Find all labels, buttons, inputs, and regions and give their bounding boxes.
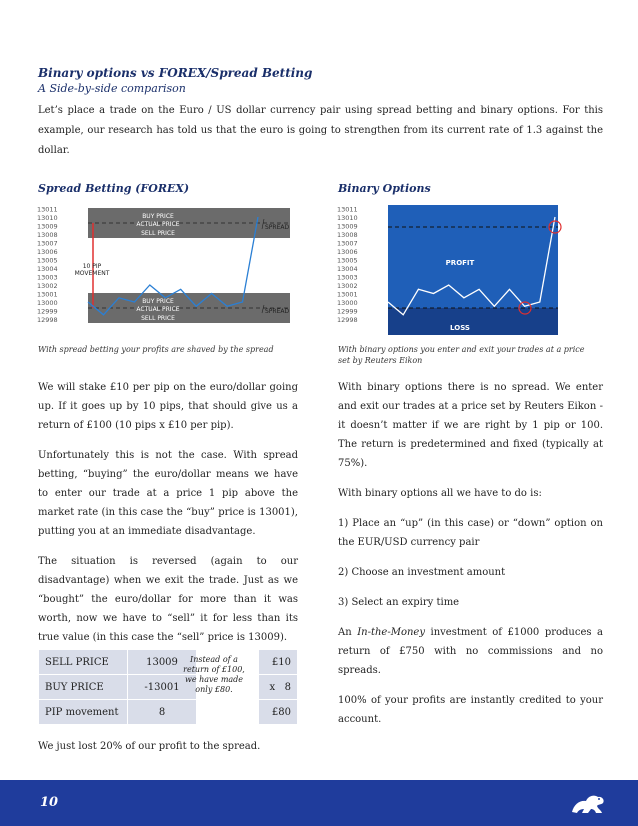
lion-logo-icon [568, 788, 608, 818]
right-paragraph: 100% of your profits are instantly credited to your account. [338, 695, 603, 725]
left-paragraph: Unfortunately this is not the case. With spread betting, “buying” the euro/dollar means we have to enter our trade at a price 1 pip above the market rate (in this case the “buy” price is 13001), putting you at an immediate disadvantage. [38, 450, 298, 537]
page-subtitle: A Side-by-side comparison [38, 82, 186, 95]
y-tick-label: 13008 [337, 231, 358, 239]
intro-paragraph: Let’s place a trade on the Euro / US dollar currency pair using spread betting and binary options. For this example, our research has told us that the euro is going to strengthen from its current rate of 1.3 against the dollar. [38, 105, 603, 156]
right-column-text [338, 378, 603, 729]
table-row [259, 700, 298, 725]
table-row [39, 700, 197, 725]
y-tick-label: 13011 [37, 205, 58, 214]
table-cell-label: BUY PRICE [39, 675, 128, 700]
page-title: Binary options vs FOREX/Spread Betting [38, 66, 313, 80]
y-tick-label: 12998 [337, 316, 358, 324]
upper-buy-label: BUY PRICE [142, 213, 174, 220]
lower-spread-label: SPREAD [265, 308, 290, 315]
right-paragraph: 1) Place an “up” (in this case) or “down” option on the EUR/USD currency pair [338, 518, 603, 548]
lower-sell-label: SELL PRICE [141, 315, 175, 322]
y-tick-label: 13005 [37, 256, 58, 265]
itm-rest: investment of £1000 produces a return of £750 with no commissions and no spreads. [338, 627, 603, 676]
y-tick-label: 13005 [337, 256, 358, 265]
y-tick-label: 13003 [337, 273, 358, 282]
y-tick-label: 13006 [37, 248, 58, 256]
pip-label-line2: MOVEMENT [74, 270, 110, 277]
conclusion: We just lost 20% of our profit to the spread. [38, 741, 261, 752]
y-tick-label: 13007 [37, 239, 58, 248]
loss-area [388, 308, 558, 335]
right-paragraph: 3) Select an expiry time [338, 597, 460, 608]
page-number: 10 [40, 795, 59, 810]
table-cell-label: PIP movement [39, 700, 128, 725]
table-cell-value: 13009 [128, 650, 197, 675]
y-tick-label: 13002 [337, 282, 358, 290]
itm-paragraph [338, 623, 603, 680]
itm-prefix: An [338, 627, 358, 638]
table-row [39, 650, 197, 675]
y-tick-label: 12999 [37, 307, 58, 316]
y-tick-label: 13004 [37, 265, 58, 273]
binary-chart-caption: With binary options you enter and exit your trades at a price set by Reuters Eikon [338, 345, 585, 365]
spread-betting-heading: Spread Betting (FOREX) [38, 182, 190, 195]
y-tick-label: 13009 [337, 222, 358, 231]
table-cell-value: 8 [128, 700, 197, 725]
amount-table [258, 649, 298, 725]
y-tick-label: 13000 [337, 299, 358, 307]
y-tick-label: 13007 [337, 239, 358, 248]
right-paragraph: With binary options all we have to do is: [338, 488, 542, 499]
y-tick-label: 13008 [37, 231, 58, 239]
y-tick-label: 12998 [37, 316, 58, 324]
binary-options-chart [336, 205, 568, 335]
y-tick-label: 13003 [37, 273, 58, 282]
upper-sell-label: SELL PRICE [141, 230, 175, 237]
y-tick-label: 13001 [37, 290, 58, 299]
pip-label-line1: 10 PIP [82, 263, 102, 270]
y-tick-label: 13010 [37, 214, 58, 222]
itm-emphasis: In-the-Money [357, 627, 425, 638]
lower-buy-label: BUY PRICE [142, 298, 174, 305]
pip-table [38, 649, 197, 725]
y-tick-label: 13000 [37, 299, 58, 307]
y-tick-label: 13004 [337, 265, 358, 273]
table-row [259, 650, 298, 675]
lower-actual-label: ACTUAL PRICE [136, 306, 180, 313]
table-note: Instead of a return of £100, we have made only £80. [183, 655, 245, 694]
right-paragraph: With binary options there is no spread. We enter and exit our trades at a price set by Reuters Eikon - it doesn’t matter if we are right by 1 pip or 100. The return is predetermined and fixed (typically at 75%). [338, 382, 603, 469]
table-row [259, 675, 298, 700]
amount-cell: £80 [259, 700, 298, 725]
amount-cell: x 8 [259, 675, 298, 700]
left-column-text [38, 378, 298, 647]
y-tick-label: 13011 [337, 205, 358, 214]
upper-spread-label: SPREAD [265, 224, 290, 231]
footer-bar [0, 780, 638, 826]
right-paragraph: 2) Choose an investment amount [338, 567, 506, 578]
table-cell-value: -13001 [128, 675, 197, 700]
left-paragraph: The situation is reversed (again to our disadvantage) when we exit the trade. Just as we “bought” the euro/dollar for more than it was worth, now we have to “sell” it for less than its true value (in this case the “sell” price is 13009). [38, 556, 298, 643]
left-paragraph: We will stake £10 per pip on the euro/dollar going up. If it goes up by 10 pips, that should give us a return of £100 (10 pips x £10 per pip). [38, 382, 298, 431]
y-tick-label: 12999 [337, 307, 358, 316]
table-row [39, 675, 197, 700]
spread-chart-caption: With spread betting your profits are shaved by the spread [38, 345, 274, 354]
y-tick-label: 13010 [337, 214, 358, 222]
profit-label: PROFIT [445, 259, 475, 267]
binary-options-heading: Binary Options [338, 182, 431, 195]
y-tick-label: 13009 [37, 222, 58, 231]
spread-betting-chart [36, 205, 298, 335]
y-tick-label: 13006 [337, 248, 358, 256]
y-tick-label: 13002 [37, 282, 58, 290]
amount-cell: £10 [259, 650, 298, 675]
table-cell-label: SELL PRICE [39, 650, 128, 675]
loss-label: LOSS [450, 324, 470, 332]
y-tick-label: 13001 [337, 290, 358, 299]
upper-actual-label: ACTUAL PRICE [136, 221, 180, 228]
